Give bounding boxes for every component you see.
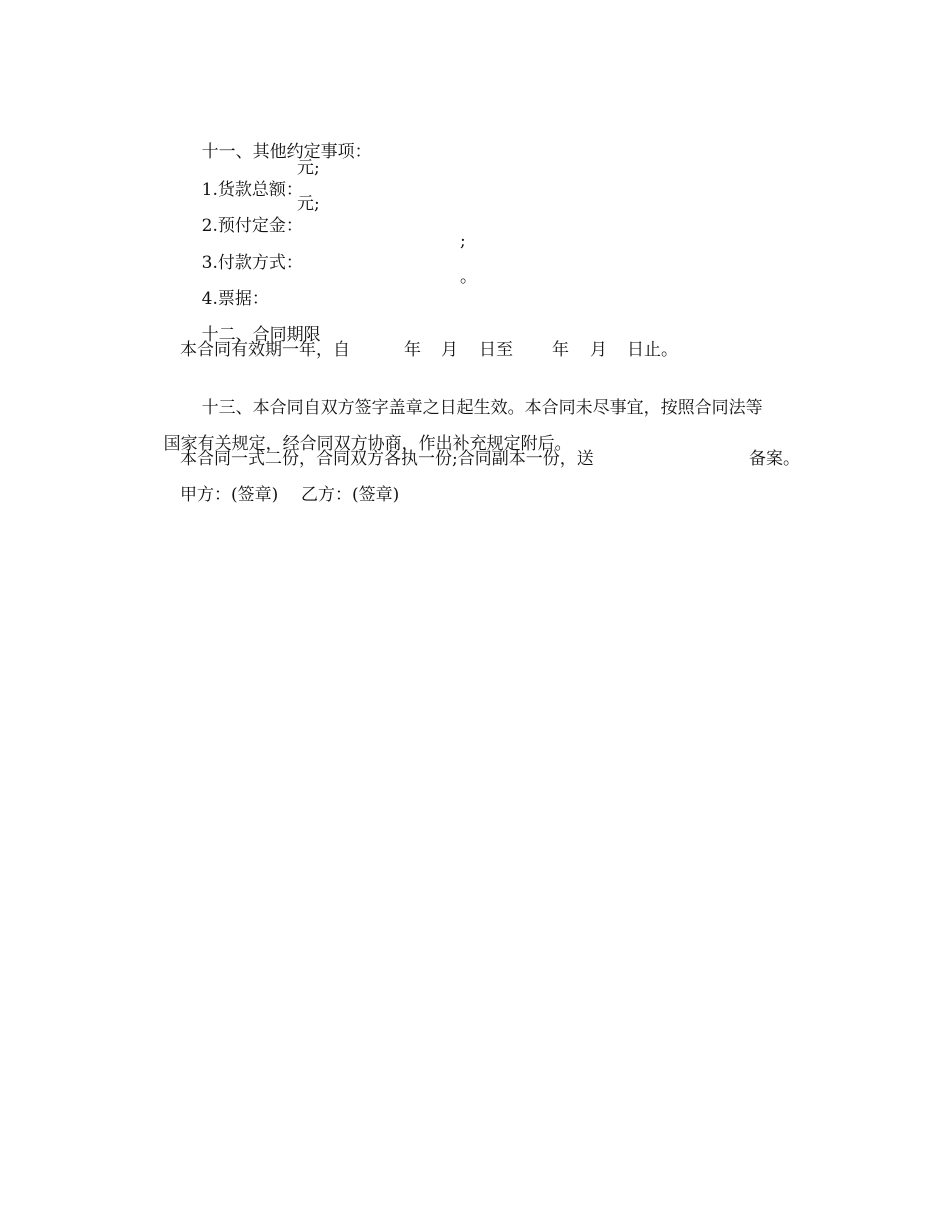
term-start-month: 月 (441, 340, 458, 360)
item-payment-method (0, 230, 950, 273)
party-b-signature: 乙方：(签章) (301, 485, 400, 505)
deposit-unit: 元; (297, 194, 320, 214)
term-start-day: 日至 (479, 340, 513, 360)
item-invoice (0, 266, 950, 309)
section-11-heading-text: 十一、其他约定事项： (201, 142, 372, 162)
section-13-text-1: 十三、本合同自双方签字盖章之日起生效。本合同未尽事宜，按照合同法等 (201, 398, 763, 418)
contract-term-line (0, 339, 950, 361)
term-end-year: 年 (552, 340, 569, 360)
section-13-line-2 (0, 411, 950, 454)
payment-method-end: ; (460, 231, 466, 251)
invoice-end: 。 (460, 267, 477, 287)
item-deposit (0, 193, 950, 236)
term-end-month: 月 (590, 340, 607, 360)
invoice-label: 4.票据： (201, 289, 269, 309)
term-end-day: 日止。 (627, 340, 678, 360)
section-13-line-1 (0, 375, 950, 418)
section-12-heading (0, 302, 950, 345)
section-11-heading (0, 119, 950, 162)
deposit-label: 2.预付定金： (201, 216, 303, 236)
party-a-signature: 甲方：(签章) (180, 485, 279, 505)
total-amount-label: 1.货款总额： (201, 180, 303, 200)
section-12-heading-text: 十二、合同期限 (201, 325, 321, 345)
signature-line (0, 484, 950, 506)
copies-suffix: 备案。 (749, 449, 800, 469)
copies-clause (0, 448, 950, 470)
copies-prefix: 本合同一式二份，合同双方各执一份;合同副本一份，送 (180, 449, 594, 469)
total-amount-unit: 元; (297, 158, 320, 178)
item-total-amount (0, 157, 950, 200)
term-start-year: 年 (404, 340, 421, 360)
term-prefix: 本合同有效期一年，自 (180, 340, 350, 360)
payment-method-label: 3.付款方式： (201, 253, 303, 273)
section-13-text-2: 国家有关规定，经合同双方协商，作出补充规定附后。 (163, 434, 572, 454)
